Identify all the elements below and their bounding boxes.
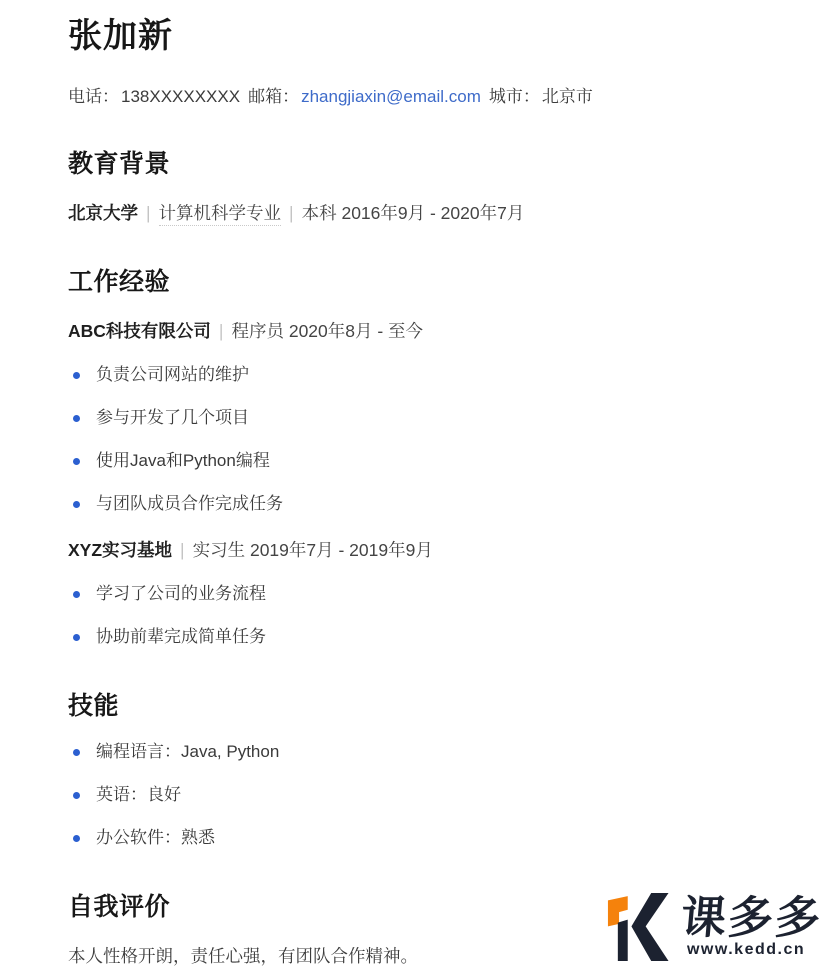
separator: | <box>146 203 151 224</box>
job-bullets <box>68 583 760 649</box>
education-entry <box>68 200 760 225</box>
bullet-text: 参与开发了几个项目 <box>96 408 249 428</box>
phone-label: 电话： <box>68 87 119 107</box>
job-bullets <box>68 364 760 516</box>
list-item <box>68 407 760 430</box>
city-value: 北京市 <box>541 87 593 107</box>
watermark-brand: 课多多 <box>678 892 825 944</box>
watermark-logo <box>600 892 825 961</box>
role-period: 程序员 2020年8月 - 至今 <box>231 321 424 342</box>
list-item <box>68 493 760 516</box>
skill-text: 编程语言：Java, Python <box>96 742 280 762</box>
bullet-icon <box>73 634 80 641</box>
skills-heading: 技能 <box>68 692 120 721</box>
bullet-text: 负责公司网站的维护 <box>96 365 249 385</box>
major-name: 计算机科学专业 <box>159 203 282 226</box>
job-entry <box>68 318 760 343</box>
skill-text: 英语：良好 <box>96 784 181 804</box>
bullet-icon <box>73 835 80 842</box>
separator: | <box>218 321 224 342</box>
section-education <box>68 149 760 225</box>
degree-period: 本科 2016年9月 - 2020年7月 <box>301 203 525 224</box>
list-item <box>68 741 760 764</box>
school-name: 北京大学 <box>68 203 138 224</box>
bullet-icon <box>73 792 80 799</box>
kedd-k-icon <box>600 893 674 961</box>
bullet-icon <box>73 501 80 508</box>
company-name: ABC科技有限公司 <box>68 321 211 342</box>
job-entry <box>68 537 760 562</box>
bullet-icon <box>73 458 80 465</box>
watermark-url: www.kedd.cn <box>686 941 806 958</box>
list-item <box>68 583 760 606</box>
bullet-icon <box>73 372 80 379</box>
work-heading: 工作经验 <box>68 268 171 297</box>
separator: | <box>180 540 185 561</box>
summary-text: 本人性格开朗，责任心强，有团队合作精神。 <box>68 945 418 966</box>
bullet-text: 协助前辈完成简单任务 <box>96 627 266 647</box>
email-link[interactable]: zhangjiaxin@email.com <box>301 87 481 107</box>
list-item <box>68 626 760 649</box>
bullet-icon <box>73 415 80 422</box>
bullet-text: 学习了公司的业务流程 <box>96 584 266 604</box>
bullet-text: 使用Java和Python编程 <box>96 451 270 471</box>
bullet-icon <box>73 749 80 756</box>
section-work <box>68 267 760 649</box>
education-heading: 教育背景 <box>68 150 171 179</box>
skill-text: 办公软件：熟悉 <box>96 827 215 847</box>
watermark-text <box>678 892 825 961</box>
email-label: 邮箱： <box>248 87 300 107</box>
role-period: 实习生 2019年7月 - 2019年9月 <box>192 540 433 561</box>
contact-line <box>68 82 760 107</box>
bullet-text: 与团队成员合作完成任务 <box>96 494 283 514</box>
phone-value: 138XXXXXXXX <box>121 87 241 107</box>
separator: | <box>289 203 294 224</box>
list-item <box>68 827 760 850</box>
list-item <box>68 364 760 387</box>
bullet-icon <box>73 591 80 598</box>
list-item <box>68 450 760 473</box>
skills-list <box>68 741 760 850</box>
section-skills <box>68 691 760 850</box>
summary-heading: 自我评价 <box>68 892 171 921</box>
list-item <box>68 784 760 807</box>
resume-name: 张加新 <box>68 17 173 55</box>
city-label: 城市： <box>488 87 540 107</box>
company-name: XYZ实习基地 <box>68 540 173 561</box>
